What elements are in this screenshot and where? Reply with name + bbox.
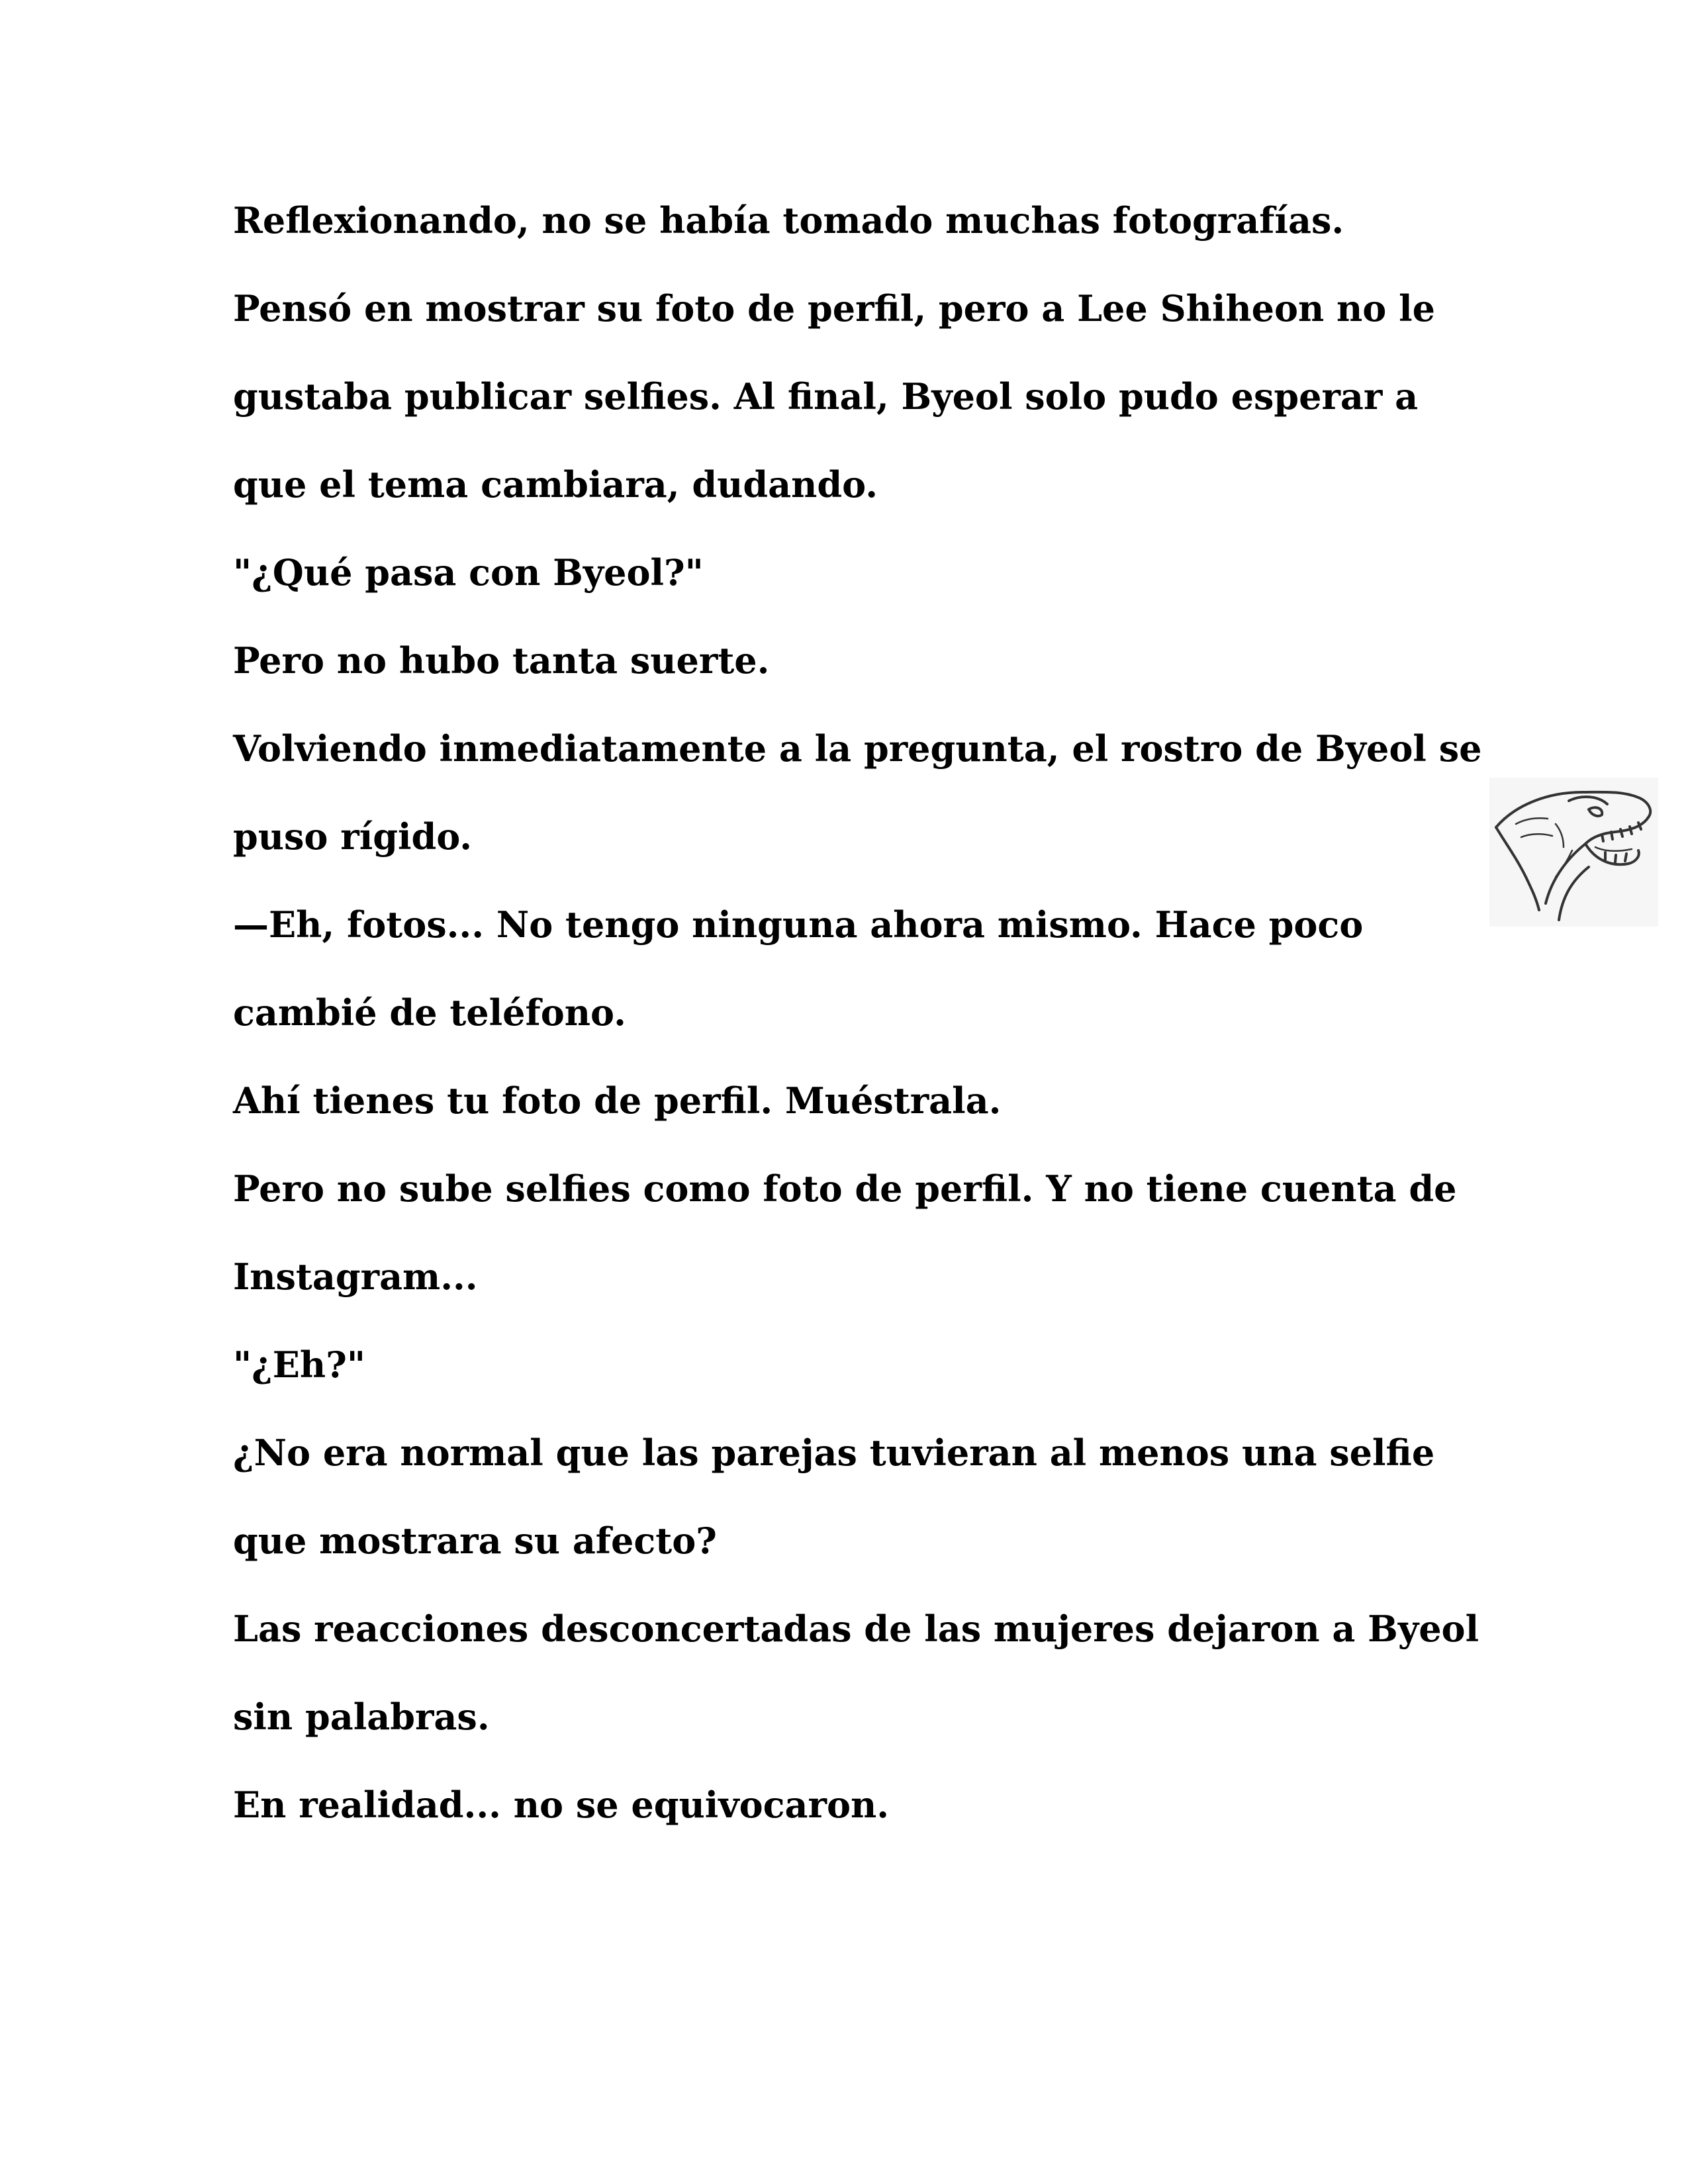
text-line: Ahí tienes tu foto de perfil. Muéstrala. <box>233 1079 1002 1122</box>
text-line: Pensó en mostrar su foto de perfil, pero a Lee Shiheon no le <box>233 287 1435 330</box>
text-line: Las reacciones desconcertadas de las mujeres dejaron a Byeol <box>233 1608 1479 1650</box>
text-line: Pero no sube selfies como foto de perfil. Y no tiene cuenta de <box>233 1167 1457 1210</box>
text-line: sin palabras. <box>233 1696 490 1738</box>
text-line: Pero no hubo tanta suerte. <box>233 639 770 682</box>
text-line: cambié de teléfono. <box>233 991 626 1034</box>
dinosaur-head-sketch-icon <box>1489 778 1658 927</box>
text-line: "¿Qué pasa con Byeol?" <box>233 551 704 594</box>
text-line: Instagram... <box>233 1255 478 1298</box>
text-line: "¿Eh?" <box>233 1343 365 1386</box>
text-line: Reflexionando, no se había tomado muchas fotografías. <box>233 199 1344 242</box>
text-line: Volviendo inmediatamente a la pregunta, el rostro de Byeol se <box>233 727 1482 770</box>
text-line: gustaba publicar selfies. Al final, Byeol solo pudo esperar a <box>233 375 1419 418</box>
body-text <box>233 191 1491 1863</box>
text-line: puso rígido. <box>233 815 473 858</box>
text-line: En realidad... no se equivocaron. <box>233 1784 890 1826</box>
text-line: —Eh, fotos... No tengo ninguna ahora mismo. Hace poco <box>233 903 1364 946</box>
text-line: ¿No era normal que las parejas tuvieran al menos una selfie <box>233 1432 1435 1474</box>
text-line: que el tema cambiara, dudando. <box>233 463 878 506</box>
text-line: que mostrara su afecto? <box>233 1520 717 1562</box>
